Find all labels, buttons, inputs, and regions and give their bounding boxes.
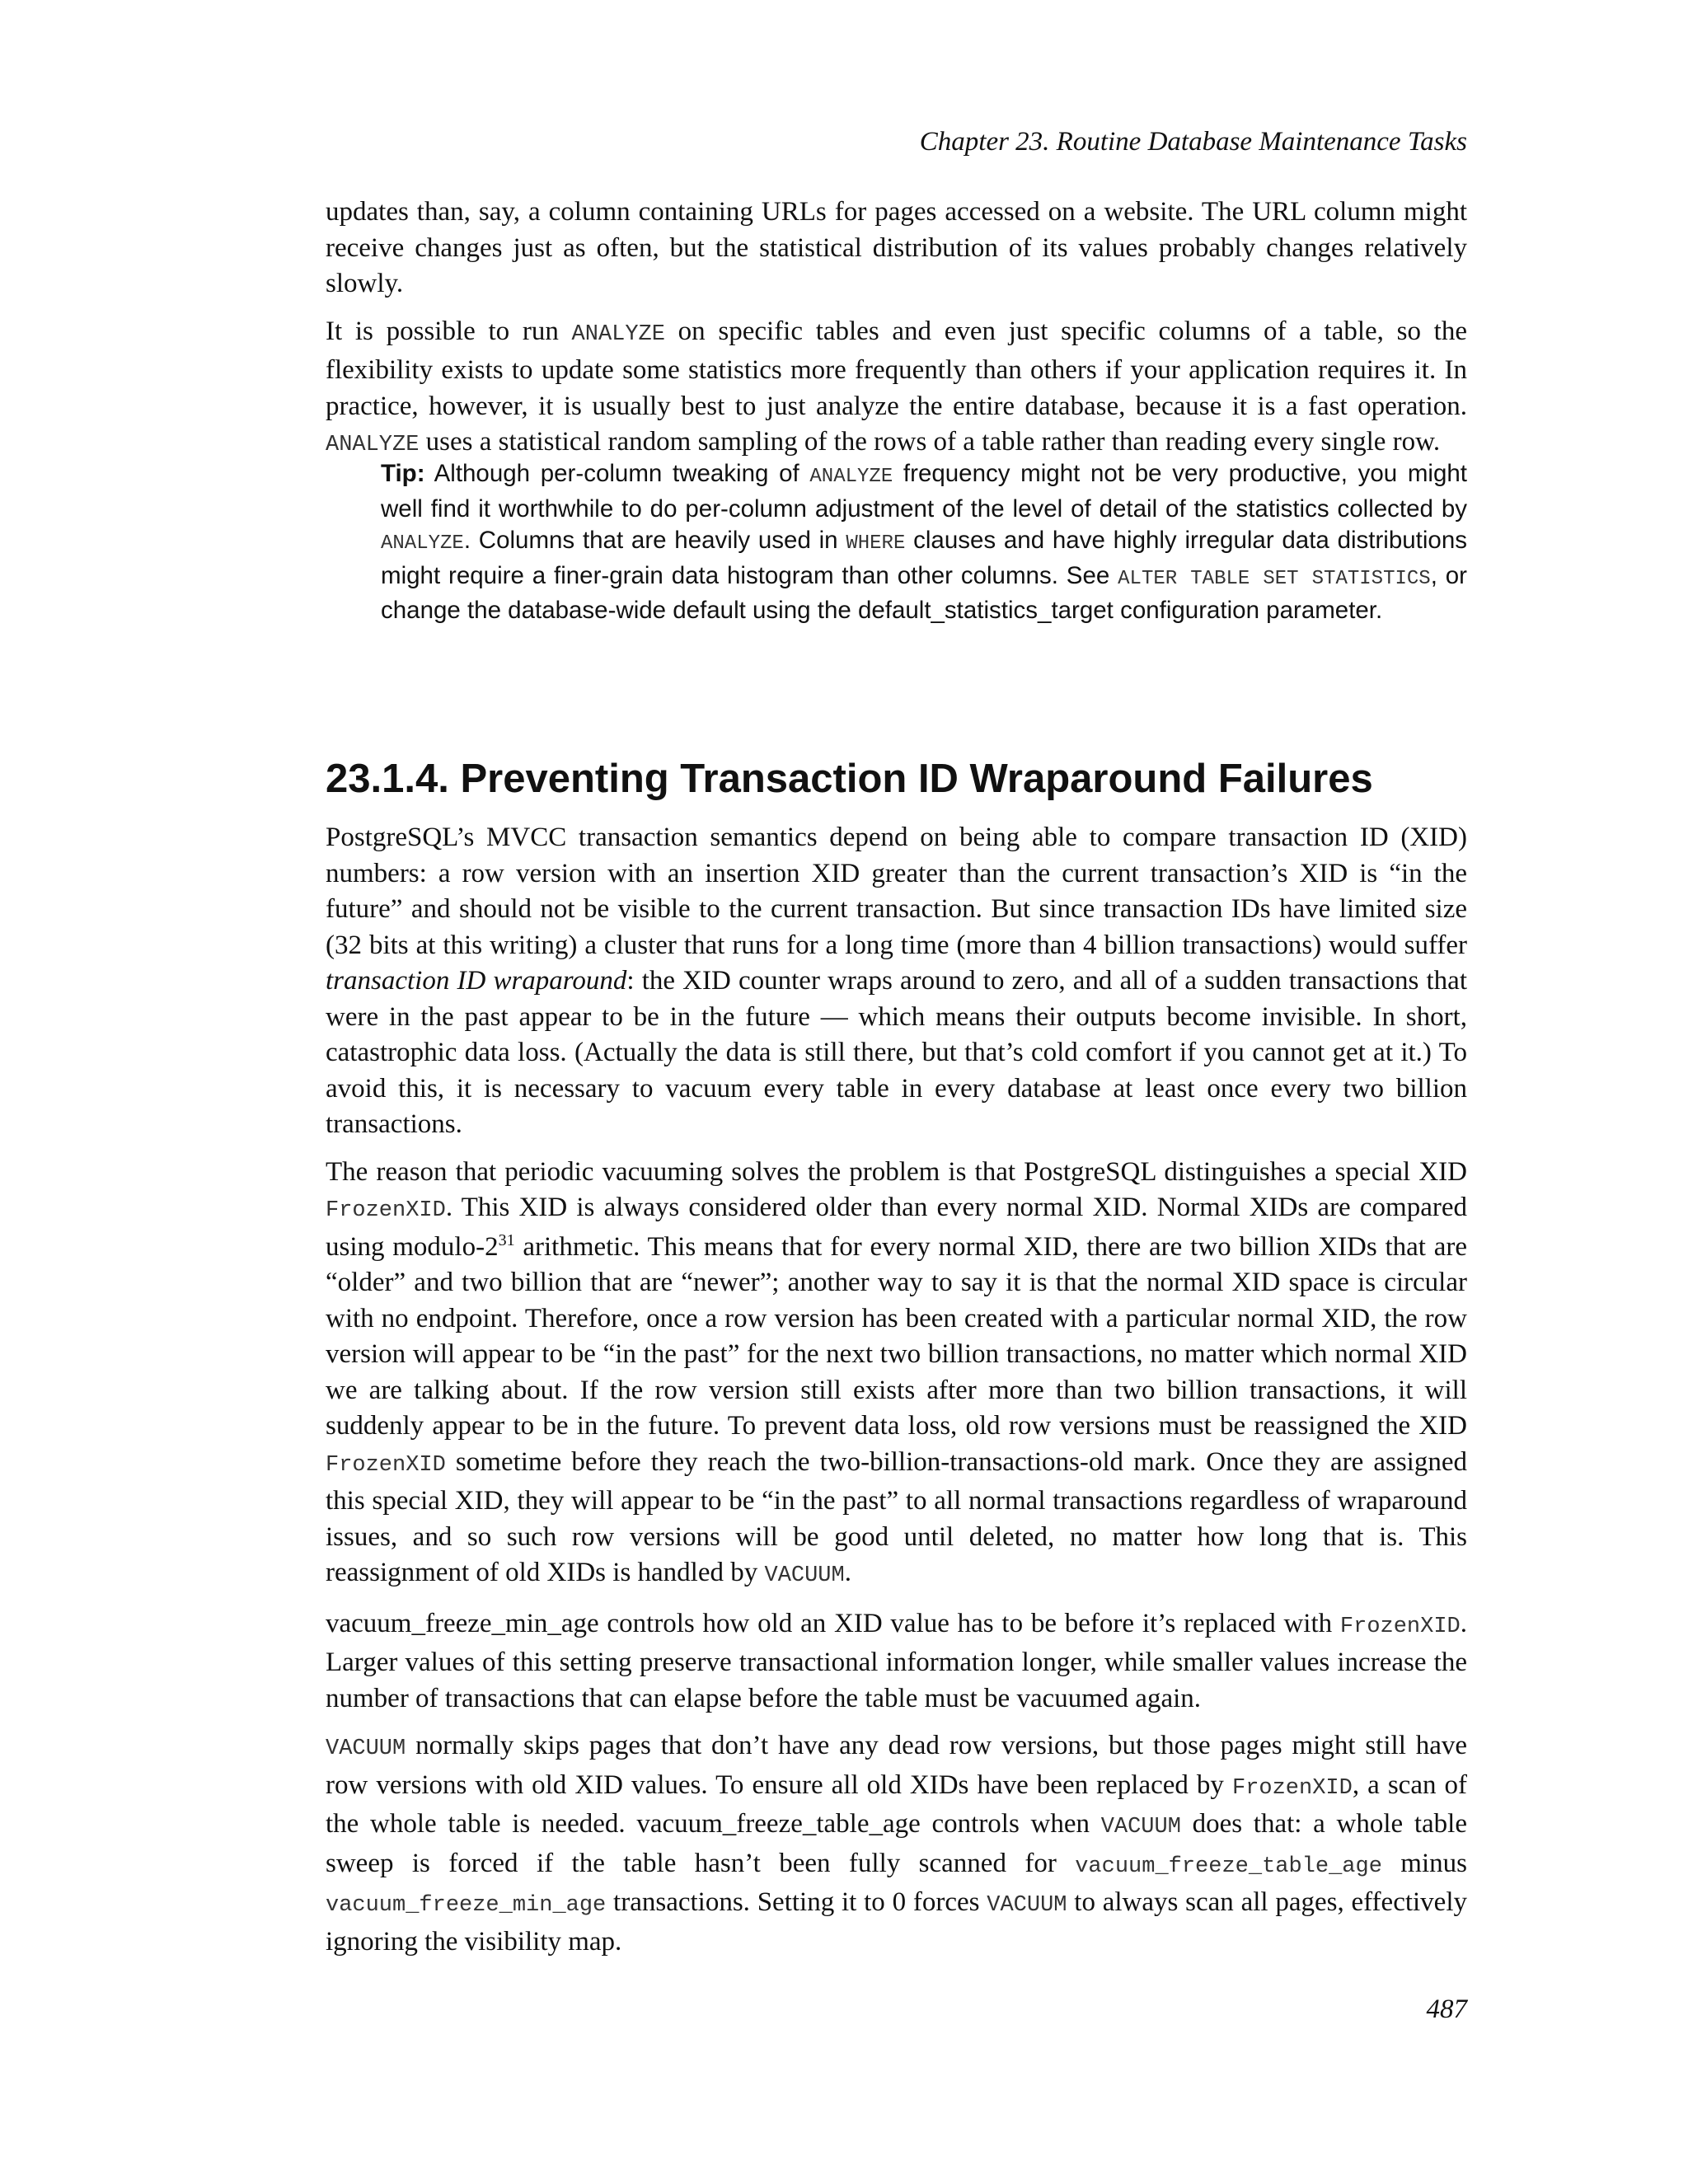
code-analyze: ANALYZE — [381, 532, 464, 555]
code-analyze: ANALYZE — [809, 466, 893, 488]
code-analyze: ANALYZE — [571, 321, 665, 347]
paragraph-5: vacuum_freeze_min_age controls how old an XID value has to be before it’s replaced with FrozenXID. Larger values of this setting preserve transactional information longer, while smaller values increase the number of transactions that can elapse before the table must be vacuumed again. — [326, 1608, 1467, 1713]
tip-label: Tip: — [381, 460, 425, 487]
code-frozenxid: FrozenXID — [326, 1198, 446, 1223]
emphasis-term: transaction ID wraparound — [326, 966, 627, 996]
body-column-section — [326, 820, 1467, 1960]
code-frozenxid: FrozenXID — [1339, 1614, 1461, 1639]
code-vacuum: VACUUM — [326, 1736, 406, 1761]
body-column-top — [326, 194, 1467, 464]
code-vacuum: VACUUM — [987, 1893, 1067, 1918]
code-vacuum: VACUUM — [1100, 1815, 1181, 1840]
paragraph-2: It is possible to run ANALYZE on specific tables and even just specific columns of a table, so the flexibility exists to update some statistics more frequently than others if your application requires it. In practice, however, it is usually best to just analyze the entire database, because it is a fast operation. ANALYZE uses a statistical random sampling of the rows of a table rather than reading every single row. — [326, 316, 1467, 457]
code-freeze-min-age: vacuum_freeze_min_age — [326, 1893, 607, 1918]
code-frozenxid: FrozenXID — [1232, 1775, 1353, 1801]
code-frozenxid: FrozenXID — [326, 1452, 446, 1478]
code-alter-table: ALTER TABLE SET STATISTICS — [1118, 567, 1431, 590]
code-where: WHERE — [846, 532, 906, 555]
paragraph-1: updates than, say, a column containing URLs for pages accessed on a website. The URL column might receive changes just as often, but the statistical distribution of its values probably changes relatively slowly. — [326, 197, 1467, 298]
paragraph-3: PostgreSQL’s MVCC transaction semantics depend on being able to compare transaction ID (XID) numbers: a row version with an insertion XID greater than the current transaction’s XID is “in the future” and should not be visible to the current transaction. But since transaction IDs have limited size (32 bits at this writing) a cluster that runs for a long time (more than 4 billion transactions) would suffer transaction ID wraparound: the XID counter wraps around to zero, and all of a sudden transactions that were in the past appear to be in the future — which means their outputs become invisible. In short, catastrophic data loss. (Actually the data is still there, but that’s cold comfort if you cannot get at it.) To avoid this, it is necessary to vacuum every table in every database at least once every two billion transactions. — [326, 823, 1467, 1139]
code-freeze-table-age: vacuum_freeze_table_age — [1075, 1854, 1382, 1879]
section-heading: 23.1.4. Preventing Transaction ID Wraparound Failures — [326, 757, 1373, 801]
paragraph-4: The reason that periodic vacuuming solves the problem is that PostgreSQL distinguishes a special XID FrozenXID. This XID is always considered older than every normal XID. Normal XIDs are compared using modulo-$2^{31}$ arithmetic. This means that for every normal XID, there are two billion XIDs that are “older” and two billion that are “newer”; another way to say it is that the normal XID space is circular with no endpoint. Therefore, once a row version has been created with a particular normal XID, the row version will appear to be “in the past” for the next two billion transactions, no matter which normal XID we are talking about. If the row version still exists after more than two billion transactions, it will suddenly appear to be in the future. To prevent data loss, old row versions must be reassigned the XID FrozenXID sometime before they reach the two-billion-transactions-old mark. Once they are assigned this special XID, they will appear to be “in the past” to all normal transactions regardless of wraparound issues, and so such row versions will be good until deleted, no matter how long that is. This reassignment of old XIDs is handled by VACUUM. — [326, 1156, 1467, 1588]
tip-box: Tip: Although per-column tweaking of ANALYZE frequency might not be very productive, you might well find it worthwhile to do per-column adjustment of the level of detail of the statistics collected by ANALYZE. Columns that are heavily used in WHERE clauses and have highly irregular data distributions might require a finer-grain data histogram than other columns. See ALTER TABLE SET STATISTICS, or change the database-wide default using the default_statistics_target configuration parameter. — [381, 460, 1467, 625]
code-analyze: ANALYZE — [326, 433, 420, 457]
running-header: Chapter 23. Routine Database Maintenance Tasks — [919, 127, 1467, 157]
superscript: 31 — [498, 1230, 515, 1249]
code-vacuum: VACUUM — [764, 1563, 845, 1588]
page-number: 487 — [1426, 1994, 1467, 2024]
paragraph-6: VACUUM normally skips pages that don’t have any dead row versions, but those pages might still have row versions with old XID values. To ensure all old XIDs have been replaced by FrozenXID, a scan of the whole table is needed. vacuum_freeze_table_age controls when VACUUM does that: a whole table sweep is forced if the table hasn’t been fully scanned for vacuum_freeze_table_age minus vacuum_freeze_min_age transactions. Setting it to 0 forces VACUUM to always scan all pages, effectively ignoring the visibility map. — [326, 1731, 1468, 1957]
